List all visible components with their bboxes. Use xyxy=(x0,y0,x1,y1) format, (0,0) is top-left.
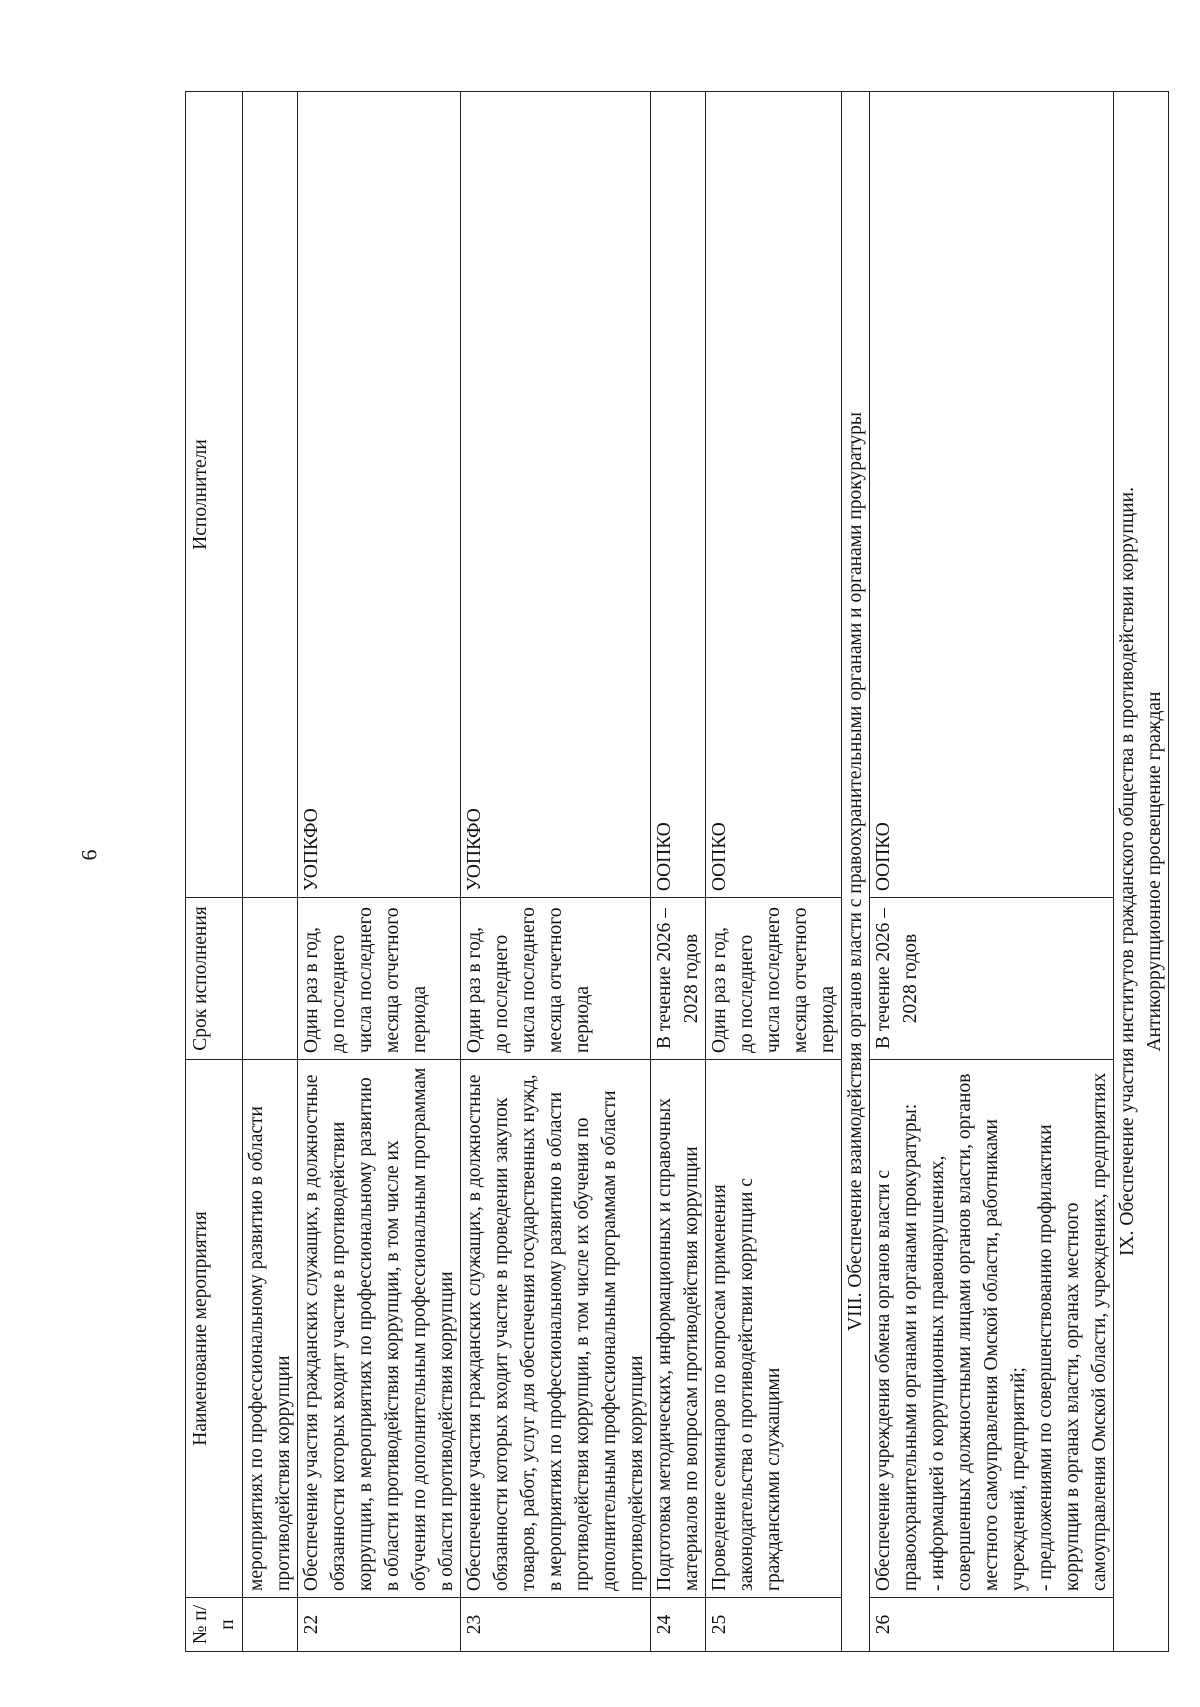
table-header-row xyxy=(186,92,243,1652)
table-row xyxy=(870,92,1114,1652)
section-9-line-2: Антикоррупционное просвещение граждан xyxy=(1144,691,1165,1052)
table-row xyxy=(706,92,842,1652)
row-name: Проведение семинаров по вопросам применения законодательства о противодействии коррупции с гражданскими служащими xyxy=(706,1060,842,1598)
row-name: Подготовка методических, информационных и справочных материалов по вопросам противодействия коррупции xyxy=(651,1060,706,1598)
row-name-line: - предложениями по совершенствованию профилактики коррупции в органах власти, органах местного самоуправления Омской области, учреждениях, предприятиях xyxy=(1035,1072,1110,1591)
row-name-line: - информацией о коррупционных правонарушениях, совершенных должностными лицами органов власти, органов местного самоуправления Омской области, работниками учреждений, предприятий; xyxy=(927,1073,1029,1591)
row-executor: ООПКО xyxy=(870,92,1114,898)
row-term: Один раз в год, до последнего числа последнего месяца отчетного периода xyxy=(298,898,461,1060)
row-name xyxy=(870,1060,1114,1598)
row-term: Один раз в год, до последнего числа последнего месяца отчетного периода xyxy=(461,898,651,1060)
row-num: 22 xyxy=(298,1598,461,1652)
row-executor: УОПКФО xyxy=(298,92,461,898)
table-row xyxy=(243,92,298,1652)
row-term: Один раз в год, до последнего числа последнего месяца отчетного периода xyxy=(706,898,842,1060)
header-executor: Исполнители xyxy=(186,92,243,898)
row-num: 24 xyxy=(651,1598,706,1652)
row-name-line: Обеспечение учреждения обмена органов власти с правоохранительными органами и органами прокуратуры: xyxy=(873,1103,921,1591)
page-number: 6 xyxy=(76,849,102,861)
section-9-row xyxy=(1114,92,1169,1652)
row-name: Обеспечение участия гражданских служащих, в должностные обязанности которых входит участие в противодействии коррупции, в мероприятиях по профессиональному развитию в области противодействия коррупции, в том числе их обучения по дополнительным профессиональным программам в области противодействия коррупции xyxy=(298,1060,461,1598)
header-term: Срок исполнения xyxy=(186,898,243,1060)
row-name: Обеспечение участия гражданских служащих, в должностные обязанности которых входит участие в проведении закупок товаров, работ, услуг для обеспечения государственных нужд, в мероприятиях по профессиональному развитию в области противодействия коррупции, в том числе их обучения по дополнительным профессиональным программам в области противодействия коррупции xyxy=(461,1060,651,1598)
header-num: № п/п xyxy=(186,1598,243,1652)
section-8-row xyxy=(842,92,870,1652)
row-executor: ООПКО xyxy=(706,92,842,898)
header-name: Наименование мероприятия xyxy=(186,1060,243,1598)
row-term: В течение 2026 – 2028 годов xyxy=(651,898,706,1060)
section-9-line-1: IX. Обеспечение участия институтов гражданского общества в противодействии коррупции. xyxy=(1117,487,1138,1256)
measures-table xyxy=(185,91,1169,1652)
row-executor xyxy=(243,92,298,898)
table-row xyxy=(651,92,706,1652)
table-row xyxy=(461,92,651,1652)
section-9-heading xyxy=(1114,92,1169,1652)
row-executor: ООПКО xyxy=(651,92,706,898)
table-row xyxy=(298,92,461,1652)
row-name: мероприятиях по профессиональному развитию в области противодействия коррупции xyxy=(243,1060,298,1598)
row-num xyxy=(243,1598,298,1652)
row-num: 25 xyxy=(706,1598,842,1652)
section-8-heading: VIII. Обеспечение взаимодействия органов власти с правоохранительными органами и органами прокуратуры xyxy=(842,92,870,1652)
row-term xyxy=(243,898,298,1060)
rotated-table-container xyxy=(185,92,1165,1652)
row-num: 26 xyxy=(870,1598,1114,1652)
row-num: 23 xyxy=(461,1598,651,1652)
row-executor: УОПКФО xyxy=(461,92,651,898)
row-term: В течение 2026 – 2028 годов xyxy=(870,898,1114,1060)
